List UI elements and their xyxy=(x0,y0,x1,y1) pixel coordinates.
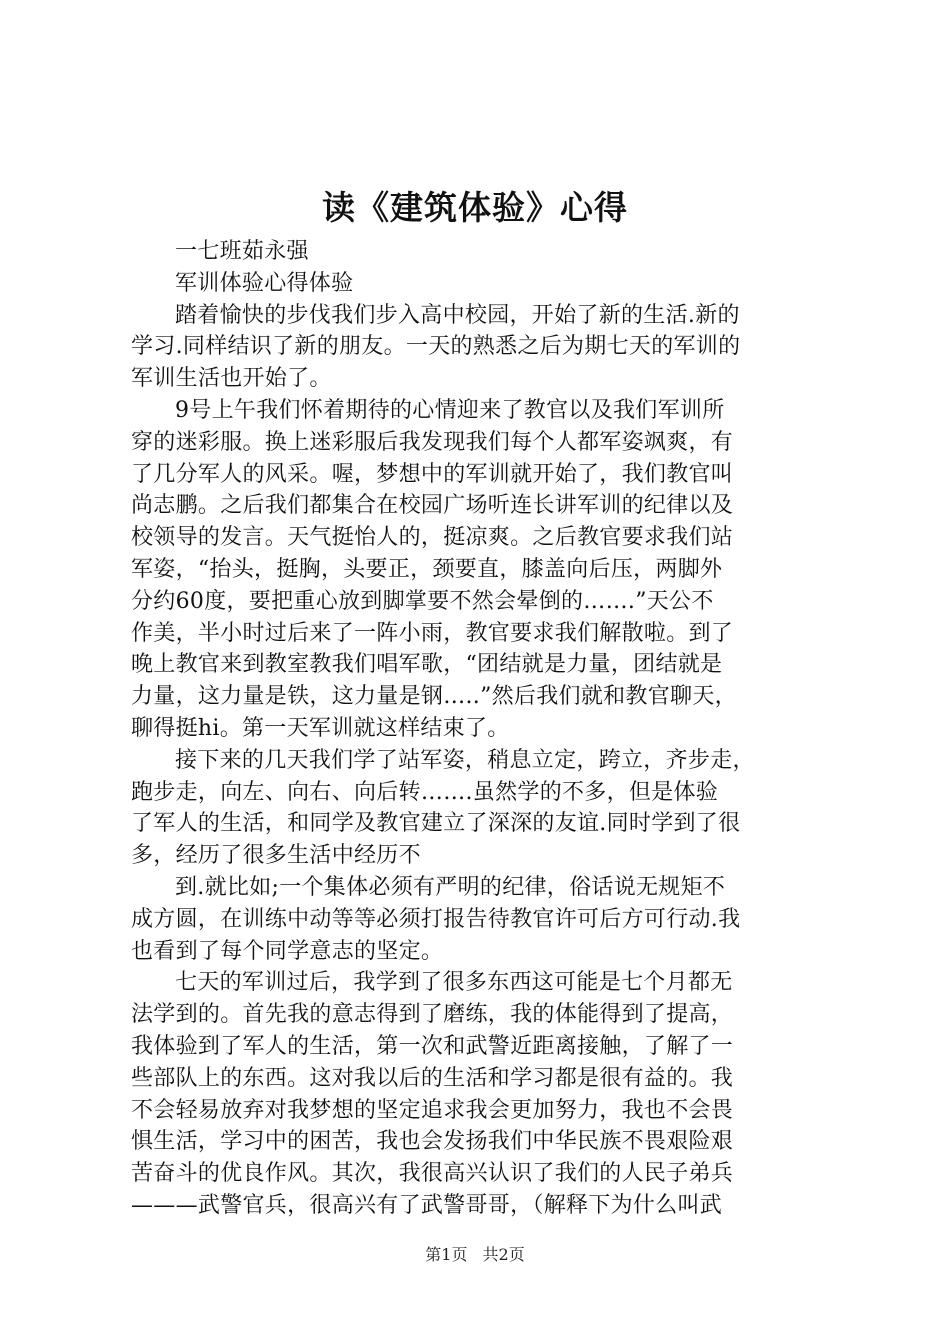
page-total: 共2页 xyxy=(482,1245,525,1264)
text-line: 成方圆，在训练中动等等必须打报告待教官许可后方可行动.我 xyxy=(131,906,741,932)
text-line: 聊得挺hi。第一天军训就这样结束了。 xyxy=(131,715,510,741)
text-line: 分约60度，要把重心放到脚掌要不然会晕倒的…….”天公不 xyxy=(131,588,714,614)
text-line: 不会轻易放弃对我梦想的坚定追求我会更加努力，我也不会畏 xyxy=(131,1097,734,1123)
text-line: 作美，半小时过后来了一阵小雨，教官要求我们解散啦。到了 xyxy=(131,620,734,646)
text-line: 军训生活也开始了。 xyxy=(131,366,332,392)
text-line: 力量，这力量是铁，这力量是钢…..”然后我们就和教官聊天， xyxy=(131,684,737,710)
text-line: 我体验到了军人的生活，第一次和武警近距离接触，了解了一 xyxy=(131,1033,734,1059)
text-line: 惧生活，学习中的困苦，我也会发扬我们中华民族不畏艰险艰 xyxy=(131,1129,734,1155)
page-footer xyxy=(0,1244,950,1266)
text-line: 穿的迷彩服。换上迷彩服后我发现我们每个人都军姿飒爽，有 xyxy=(131,429,734,455)
text-line: 多，经历了很多生活中经历不 xyxy=(131,843,421,869)
text-line: 七天的军训过后，我学到了很多东西这可能是七个月都无 xyxy=(175,970,733,996)
text-line: 到.就比如;一个集体必须有严明的纪律，俗话说无规矩不 xyxy=(175,874,726,900)
text-line: 接下来的几天我们学了站军姿，稍息立定，跨立，齐步走， xyxy=(175,747,755,773)
text-line: 校领导的发言。天气挺怡人的，挺凉爽。之后教官要求我们站 xyxy=(131,525,734,551)
text-line: 晚上教官来到教室教我们唱军歌，“团结就是力量，团结就是 xyxy=(131,652,723,678)
text-line: 法学到的。首先我的意志得到了磨练，我的体能得到了提高， xyxy=(131,1002,734,1028)
text-line: ———武警官兵，很高兴有了武警哥哥，（解释下为什么叫武 xyxy=(131,1192,723,1218)
page-number: 第1页 xyxy=(425,1245,468,1264)
text-line: 了几分军人的风采。喔，梦想中的军训就开始了，我们教官叫 xyxy=(131,461,734,487)
text-line: 学习.同样结识了新的朋友。一天的熟悉之后为期七天的军训的 xyxy=(131,334,741,360)
text-line: 军姿，“抬头，挺胸，头要正，颈要直，膝盖向后压，两脚外 xyxy=(131,556,723,582)
text-line: 踏着愉快的步伐我们步入高中校园，开始了新的生活.新的 xyxy=(175,302,740,328)
text-line: 跑步走，向左、向右、向后转…….虽然学的不多，但是体验 xyxy=(131,779,719,805)
text-line: 些部队上的东西。这对我以后的生活和学习都是很有益的。我 xyxy=(131,1065,734,1091)
text-line: 尚志鹏。之后我们都集合在校园广场听连长讲军训的纪律以及 xyxy=(131,493,734,519)
text-line: 军训体验心得体验 xyxy=(175,270,354,296)
document-body xyxy=(131,236,831,1222)
text-line: 苦奋斗的优良作风。其次，我很高兴认识了我们的人民子弟兵 xyxy=(131,1161,734,1187)
text-line: 9号上午我们怀着期待的心情迎来了教官以及我们军训所 xyxy=(175,397,725,423)
page-title: 读《建筑体验》心得 xyxy=(322,188,628,227)
text-line: 也看到了每个同学意志的坚定。 xyxy=(131,938,444,964)
text-line: 了军人的生活，和同学及教官建立了深深的友谊.同时学到了很 xyxy=(131,811,741,837)
text-line: 一七班茹永强 xyxy=(175,239,309,264)
